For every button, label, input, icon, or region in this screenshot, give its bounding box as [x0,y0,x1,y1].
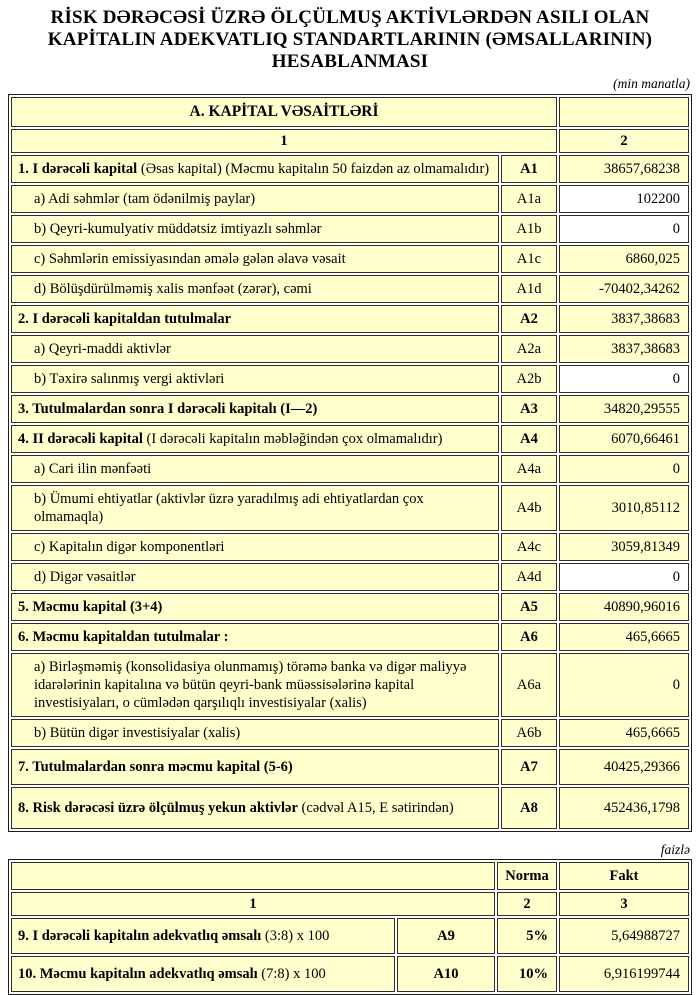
row-label [11,563,499,591]
row-value: 3010,85112 [559,485,689,531]
row-label-bold: 1. I dərəcəli kapital [18,161,138,177]
table2-header-empty-cell [11,862,495,890]
row-label [11,719,499,747]
row-code: A5 [501,593,557,621]
table-row [11,918,689,954]
table-row [11,956,689,992]
row-label [11,185,499,213]
capital-resources-table [8,94,692,832]
row-label [11,275,499,303]
row-value: 3059,81349 [559,533,689,561]
row-value: 465,6665 [559,719,689,747]
row-code: A2 [501,305,557,333]
table-row [11,215,689,243]
table2-colnum-2: 2 [497,892,557,916]
row-label-bold: 4. II dərəcəli kapital [18,431,143,447]
title-line-3: HESABLANMASI [271,51,429,72]
row-value: 3837,38683 [559,305,689,333]
row-label [11,215,499,243]
row-label-rest: (cədvəl A15, E sətirindən) [297,800,454,816]
row-label-rest: a) Adi səhmlər (tam ödənilmiş paylar) [34,191,256,207]
row-label [11,623,499,651]
table-row [11,425,689,453]
row-value: 40425,29366 [559,749,689,785]
row-label-rest: c) Kapitalın digər komponentləri [34,539,225,555]
row-code: A4d [501,563,557,591]
row-label [11,155,499,183]
unit-note-faizle: faizlə [660,842,690,857]
table-row [11,365,689,393]
row-fakt-value: 6,916199744 [559,956,689,992]
row-label [11,455,499,483]
table-row [11,563,689,591]
row-code: A2a [501,335,557,363]
row-label-bold: 9. I dərəcəli kapitalın adekvatlıq əmsalı [18,928,262,944]
row-label-rest: a) Cari ilin mənfəəti [34,461,152,477]
row-label-bold: 6. Məcmu kapitaldan tutulmalar : [18,629,229,645]
row-label [11,593,499,621]
row-code: A1b [501,215,557,243]
row-code: A9 [397,918,495,954]
row-value: 38657,68238 [559,155,689,183]
row-norma-value: 10% [497,956,557,992]
table-row [11,653,689,717]
row-value: 6070,66461 [559,425,689,453]
row-label [11,787,499,829]
row-label [11,425,499,453]
table-row [11,245,689,273]
row-label-rest: a) Birləşməmiş (konsolidasiya olunmamış) törəmə banka və digər maliyyə idarələrinin kapitalına və bütün qeyri-bank müəssisələrinə kapital investisiyaları, o cümlədən qarşılıqlı investisiyalar (xalis) [34,659,467,711]
row-value: 34820,29555 [559,395,689,423]
row-code: A6b [501,719,557,747]
table2-column-number-row [11,892,689,916]
row-label [11,653,499,717]
table2-header-row [11,862,689,890]
row-label-rest: c) Səhmlərin emissiyasından əmələ gələn əlavə vəsait [34,251,346,267]
row-code: A1c [501,245,557,273]
row-label-rest: d) Bölüşdürülməmiş xalis mənfəət (zərər), cəmi [34,281,312,297]
table-row [11,749,689,785]
table-row [11,395,689,423]
row-label-bold: 7. Tutulmalardan sonra məcmu kapital (5-6) [18,759,293,775]
table-row [11,485,689,531]
row-label-rest: b) Qeyri-kumulyativ müddətsiz imtiyazlı səhmlər [34,221,322,237]
row-label-rest: (I dərəcəli kapitalın məbləğindən çox olmamalıdır) [142,431,443,447]
row-value: 0 [559,563,689,591]
table2-colnum-3: 3 [559,892,689,916]
row-label [11,335,499,363]
row-label [11,365,499,393]
row-code: A1a [501,185,557,213]
adequacy-ratio-table [8,859,692,995]
table-row [11,305,689,333]
row-label-rest: b) Bütün digər investisiyalar (xalis) [34,725,241,741]
row-label-rest: (Əsas kapital) (Məcmu kapitalın 50 faizdən az olmamalıdır) [137,161,490,177]
table-row [11,275,689,303]
row-label-rest: d) Digər vəsaitlər [34,569,136,585]
row-code: A6 [501,623,557,651]
row-fakt-value: 5,64988727 [559,918,689,954]
table-row [11,155,689,183]
row-label-rest: (3:8) x 100 [261,928,330,944]
row-code: A8 [501,787,557,829]
row-value: 40890,96016 [559,593,689,621]
table2-header-fakt: Fakt [559,862,689,890]
table1-colnum-2: 2 [559,129,689,153]
row-code: A7 [501,749,557,785]
row-code: A4 [501,425,557,453]
row-norma-value: 5% [497,918,557,954]
row-label [11,533,499,561]
table-row [11,593,689,621]
row-label-rest: a) Qeyri-maddi aktivlər [34,341,171,357]
row-label [11,245,499,273]
table1-title-row [11,97,689,127]
row-code: A4b [501,485,557,531]
row-value: -70402,34262 [559,275,689,303]
table-row [11,623,689,651]
row-value: 0 [559,455,689,483]
title-line-2: KAPİTALIN ADEKVATLIQ STANDARTLARININ (ƏMSALLARININ) [47,29,653,50]
row-value: 0 [559,653,689,717]
row-label-bold: 5. Məcmu kapital (3+4) [18,599,163,615]
table1-title-cell: A. KAPİTAL VƏSAİTLƏRİ [11,97,557,127]
title-line-1: RİSK DƏRƏCƏSİ ÜZRƏ ÖLÇÜLMUŞ AKTİVLƏRDƏN ASILI OLAN [50,7,650,28]
table-row [11,455,689,483]
row-code: A6a [501,653,557,717]
table-row [11,335,689,363]
row-label [11,395,499,423]
row-value: 0 [559,215,689,243]
table-row [11,719,689,747]
row-label-bold: 3. Tutulmalardan sonra I dərəcəli kapitalı (I—2) [18,401,318,417]
table2-header-norma: Norma [497,862,557,890]
row-value: 6860,025 [559,245,689,273]
row-label [11,485,499,531]
row-code: A2b [501,365,557,393]
table-row [11,533,689,561]
document-title [0,7,700,73]
row-code: A3 [501,395,557,423]
row-label [11,956,395,992]
row-value: 102200 [559,185,689,213]
row-label-rest: b) Ümumi ehtiyatlar (aktivlər üzrə yaradılmış adi ehtiyatlardan çox olmamaqla) [34,491,424,525]
table-row [11,185,689,213]
row-value: 465,6665 [559,623,689,651]
row-value: 452436,1798 [559,787,689,829]
table1-column-number-row [11,129,689,153]
row-label-bold: 8. Risk dərəcəsi üzrə ölçülmuş yekun aktivlər [18,800,298,816]
row-label-bold: 2. I dərəcəli kapitaldan tutulmalar [18,311,232,327]
row-value: 0 [559,365,689,393]
table2-colnum-1: 1 [11,892,495,916]
row-code: A4c [501,533,557,561]
row-label-rest: (7:8) x 100 [257,966,326,982]
table-row [11,787,689,829]
unit-note-min-manatla: (min manatla) [613,76,690,91]
row-code: A4a [501,455,557,483]
row-value: 3837,38683 [559,335,689,363]
table1-title-empty-cell [559,97,689,127]
row-code: A1 [501,155,557,183]
row-label [11,749,499,785]
row-code: A1d [501,275,557,303]
row-label-rest: b) Təxirə salınmış vergi aktivləri [34,371,225,387]
table1-colnum-1: 1 [11,129,557,153]
row-label-bold: 10. Məcmu kapitalın adekvatlıq əmsalı [18,966,258,982]
row-label [11,305,499,333]
row-code: A10 [397,956,495,992]
row-label [11,918,395,954]
